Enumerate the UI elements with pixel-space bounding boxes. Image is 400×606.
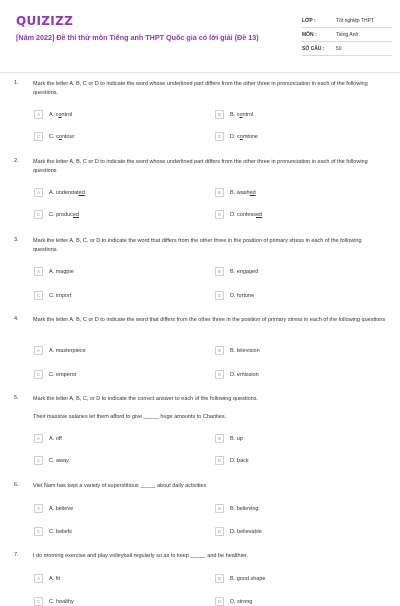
option-letter-box[interactable]: B [215,346,224,355]
option-letter-box[interactable]: B [215,188,224,197]
option-letter-box[interactable]: D [215,456,224,465]
option-letter-box[interactable]: A [34,434,43,443]
option-letter-box[interactable]: A [34,346,43,355]
option-label: A. understated [49,189,85,196]
option-label: D. combine [230,133,258,140]
option-label: C. beliefs [49,528,72,535]
answer-option-a[interactable] [34,110,72,119]
question-number: 6. [14,482,19,488]
option-letter-box[interactable]: D [215,597,224,606]
option-letter-box[interactable]: A [34,267,43,276]
answer-option-d[interactable] [215,291,254,300]
meta-value: Tiếng Anh [336,31,359,38]
underlined-part: o [58,133,62,140]
meta-value: Tốt nghiệp THPT [336,17,374,24]
option-letter-box[interactable]: C [34,456,43,465]
question-text: Mark the letter A, B, C or D to indicate the word whose underlined part differs from the other three in pronunciation in each of the following questions [33,159,368,174]
answer-option-b[interactable] [215,346,260,355]
option-letter-box[interactable]: C [34,132,43,141]
option-letter-box[interactable]: C [34,597,43,606]
underlined-part: ed [255,211,263,218]
answer-option-c[interactable] [34,370,77,379]
option-label: D. believable [230,528,262,535]
question-text: Mark the letter A, B, C or D to indicate the word whose underlined part differs from the other three in pronunciation in each of the following questions. [33,81,368,96]
answer-option-c[interactable] [34,210,79,219]
option-label: B. control [230,111,254,118]
option-label: B. washed [230,189,256,196]
option-label: A. masterpiece [49,347,86,354]
meta-row-subject [302,28,392,42]
option-label: C. emperor [49,371,77,378]
option-letter-box[interactable]: D [215,370,224,379]
answer-option-c[interactable] [34,527,72,536]
worksheet-title: [Năm 2022] Đề thi thử môn Tiếng anh THPT Quốc gia có lời giải (Đề 13) [16,33,259,42]
option-letter-box[interactable]: D [215,291,224,300]
option-letter-box[interactable]: A [34,574,43,583]
option-letter-box[interactable]: C [34,370,43,379]
answer-option-d[interactable] [215,456,249,465]
meta-key: MÔN : [302,31,317,38]
option-label: B. engaged [230,268,259,275]
answer-option-a[interactable] [34,504,73,513]
underlined-part: o [58,111,62,118]
answer-option-b[interactable] [215,504,258,513]
answer-option-a[interactable] [34,188,85,197]
question-number: 4. [14,316,19,322]
option-letter-box[interactable]: A [34,504,43,513]
answer-option-c[interactable] [34,597,74,606]
option-label: D. emission [230,371,259,378]
option-label: A. fit [49,575,61,582]
answer-option-b[interactable] [215,267,258,276]
underlined-part: ed [72,211,79,218]
question-number: 1. [14,80,19,86]
option-label: A. magpie [49,268,74,275]
question-number: 5. [14,395,19,401]
option-label: A. control [49,111,73,118]
meta-value: 50 [336,45,342,52]
option-letter-box[interactable]: D [215,132,224,141]
underlined-part: o [239,111,243,118]
option-letter-box[interactable]: A [34,188,43,197]
question-text: Mark the letter A, B, C, or D to indicate the word that differs from the other three in the position of primary stress in each of the following questions. [33,238,362,253]
quizizz-logo: QUIZIZZ [16,14,74,28]
option-letter-box[interactable]: C [34,210,43,219]
question-text: Mark the letter A, B, C, or D to indicate the correct answer to each of the following questions. [33,396,259,402]
answer-option-c[interactable] [34,291,71,300]
option-label: C. produced [49,211,79,218]
answer-option-d[interactable] [215,132,258,141]
option-label: B. believing [230,505,259,512]
option-label: B. good shape [230,575,266,582]
underlined-part: o [239,133,243,140]
option-label: B. television [230,347,260,354]
answer-option-c[interactable] [34,132,74,141]
question-number: 7. [14,552,19,558]
header-divider [0,72,400,73]
option-letter-box[interactable]: B [215,574,224,583]
answer-option-a[interactable] [34,574,60,583]
option-label: C. contour [49,133,75,140]
option-label: A. off [49,435,62,442]
worksheet-meta [302,14,392,56]
answer-option-a[interactable] [34,434,62,443]
answer-option-d[interactable] [215,210,262,219]
option-letter-box[interactable]: D [215,210,224,219]
option-label: B. up [230,435,243,442]
option-letter-box[interactable]: A [34,110,43,119]
option-letter-box[interactable]: B [215,504,224,513]
option-label: C. import [49,292,72,299]
question-text: Viet Nam has kept a variety of superstitious _____ about daily activities [33,483,207,489]
answer-option-d[interactable] [215,370,259,379]
option-letter-box[interactable]: B [215,267,224,276]
underlined-part: ed [78,189,85,196]
question-text: Mark the letter A, B, C or D to indicate the word that differs from the other three in the position of primary stress in each of the following questions [33,317,386,323]
underlined-part: ed [249,189,256,196]
option-label: C. away [49,457,69,464]
option-label: C. healthy [49,598,74,605]
answer-option-b[interactable] [215,188,256,197]
option-label: D. back [230,457,249,464]
answer-option-d[interactable] [215,527,262,536]
meta-key: LỚP : [302,17,316,24]
option-label: A. believe [49,505,74,512]
option-letter-box[interactable]: D [215,527,224,536]
option-letter-box[interactable]: C [34,527,43,536]
meta-row-class [302,14,392,28]
option-label: D. strong [230,598,253,605]
option-letter-box[interactable]: B [215,110,224,119]
question-text: I do morning exercise and play volleyball regularly so as to keep _____ and be healthier. [33,553,248,559]
worksheet-header [0,0,400,70]
option-letter-box[interactable]: B [215,434,224,443]
option-letter-box[interactable]: C [34,291,43,300]
answer-option-b[interactable] [215,434,243,443]
answer-option-a[interactable] [34,346,86,355]
answer-option-b[interactable] [215,574,265,583]
question-number: 3. [14,237,19,243]
answer-option-d[interactable] [215,597,252,606]
answer-option-b[interactable] [215,110,253,119]
answer-option-c[interactable] [34,456,69,465]
question-number: 2. [14,158,19,164]
meta-key: SỐ CÂU : [302,45,325,52]
meta-row-count [302,42,392,56]
answer-option-a[interactable] [34,267,74,276]
option-label: D. fortune [230,292,255,299]
option-label: D. confessed [230,211,263,218]
question-prompt: Their massive salaries let them afford to give _____ huge amounts to Charities. [33,414,227,420]
